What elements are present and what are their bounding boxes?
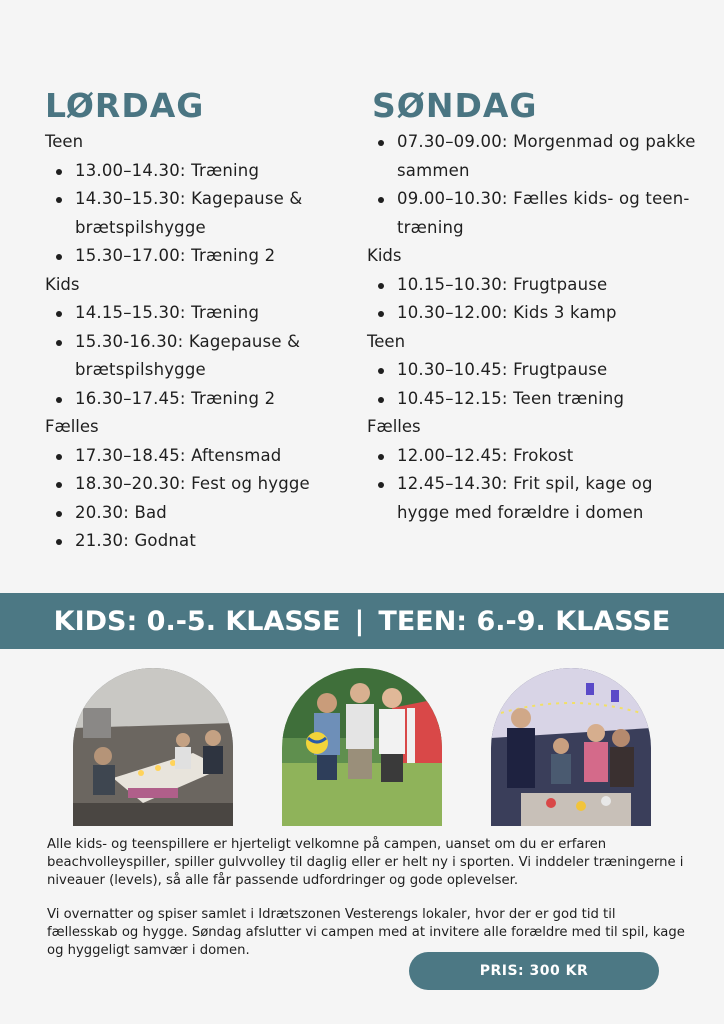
schedule-item: 10.30–12.00: Kids 3 kamp	[397, 299, 697, 328]
schedule-item: 15.30-16.30: Kagepause & brætspilshygge	[75, 328, 365, 385]
schedule-item: 14.30–15.30: Kagepause & brætspilshygge	[75, 185, 365, 242]
banner-teen: TEEN: 6.-9. KLASSE	[378, 605, 671, 637]
saturday-group-label: Fælles	[45, 417, 99, 436]
sunday-group-list	[367, 442, 697, 528]
saturday-group-list	[45, 299, 365, 413]
schedule-item: 14.15–15.30: Træning	[75, 299, 365, 328]
sunday-group-label: Teen	[367, 331, 406, 351]
saturday-title: LØRDAG	[45, 86, 205, 125]
sunday-group-label: Fælles	[367, 417, 421, 436]
schedule-item: 10.30–10.45: Frugtpause	[397, 356, 697, 385]
sunday-schedule	[367, 86, 697, 527]
sunday-group-list	[367, 356, 697, 413]
banner-separator: |	[354, 605, 365, 637]
schedule-item: 18.30–20.30: Fest og hygge	[75, 470, 365, 499]
accommodation-paragraph: Vi overnatter og spiser samlet i Idrætszonen Vesterengs lokaler, hvor der er god tid til fællesskab og hygge. Søndag afslutter vi campen med at invitere alle forældre med til spil, kage og hyggeligt samvær i domen.	[47, 907, 685, 958]
schedule-item: 13.00–14.30: Træning	[75, 157, 365, 186]
schedule-item: 10.15–10.30: Frugtpause	[397, 271, 697, 300]
price-badge: PRIS: 300 KR	[409, 952, 659, 990]
sunday-title: SØNDAG	[372, 86, 538, 125]
saturday-group-label: Kids	[45, 274, 80, 294]
schedule-item: 07.30–09.00: Morgenmad og pakke sammen	[397, 128, 697, 185]
schedule-item: 12.00–12.45: Frokost	[397, 442, 697, 471]
photo-party-dome	[491, 668, 651, 826]
schedule-item: 16.30–17.45: Træning 2	[75, 385, 365, 414]
class-banner	[0, 593, 724, 649]
schedule-item: 10.45–12.15: Teen træning	[397, 385, 697, 414]
schedule-item: 09.00–10.30: Fælles kids- og teen-træning	[397, 185, 697, 242]
schedule-item: 15.30–17.00: Træning 2	[75, 242, 365, 271]
intro-paragraph: Alle kids- og teenspillere er hjerteligt velkomne på campen, uanset om du er erfaren beachvolleyspiller, spiller gulvvolley til daglig eller er helt ny i sporten. Vi inddeler træningerne i niveauer (levels), så alle får passende udfordringer og gode oplevelser.	[47, 837, 684, 888]
sunday-group-label: Kids	[367, 246, 402, 265]
sunday-group-list	[367, 271, 697, 328]
photo-dinner-table	[73, 668, 233, 826]
sunday-intro-list	[367, 128, 697, 242]
schedule-item: 17.30–18.45: Aftensmad	[75, 442, 365, 471]
schedule-item: 20.30: Bad	[75, 499, 365, 528]
saturday-group-label: Teen	[45, 132, 84, 151]
saturday-schedule	[45, 86, 365, 556]
saturday-group-list	[45, 442, 365, 556]
photo-three-boys-with-ball	[282, 668, 442, 826]
schedule-item: 21.30: Godnat	[75, 527, 365, 556]
banner-kids: KIDS: 0.-5. KLASSE	[53, 605, 341, 637]
schedule-item: 12.45–14.30: Frit spil, kage og hygge med forældre i domen	[397, 470, 697, 527]
saturday-group-list	[45, 157, 365, 271]
